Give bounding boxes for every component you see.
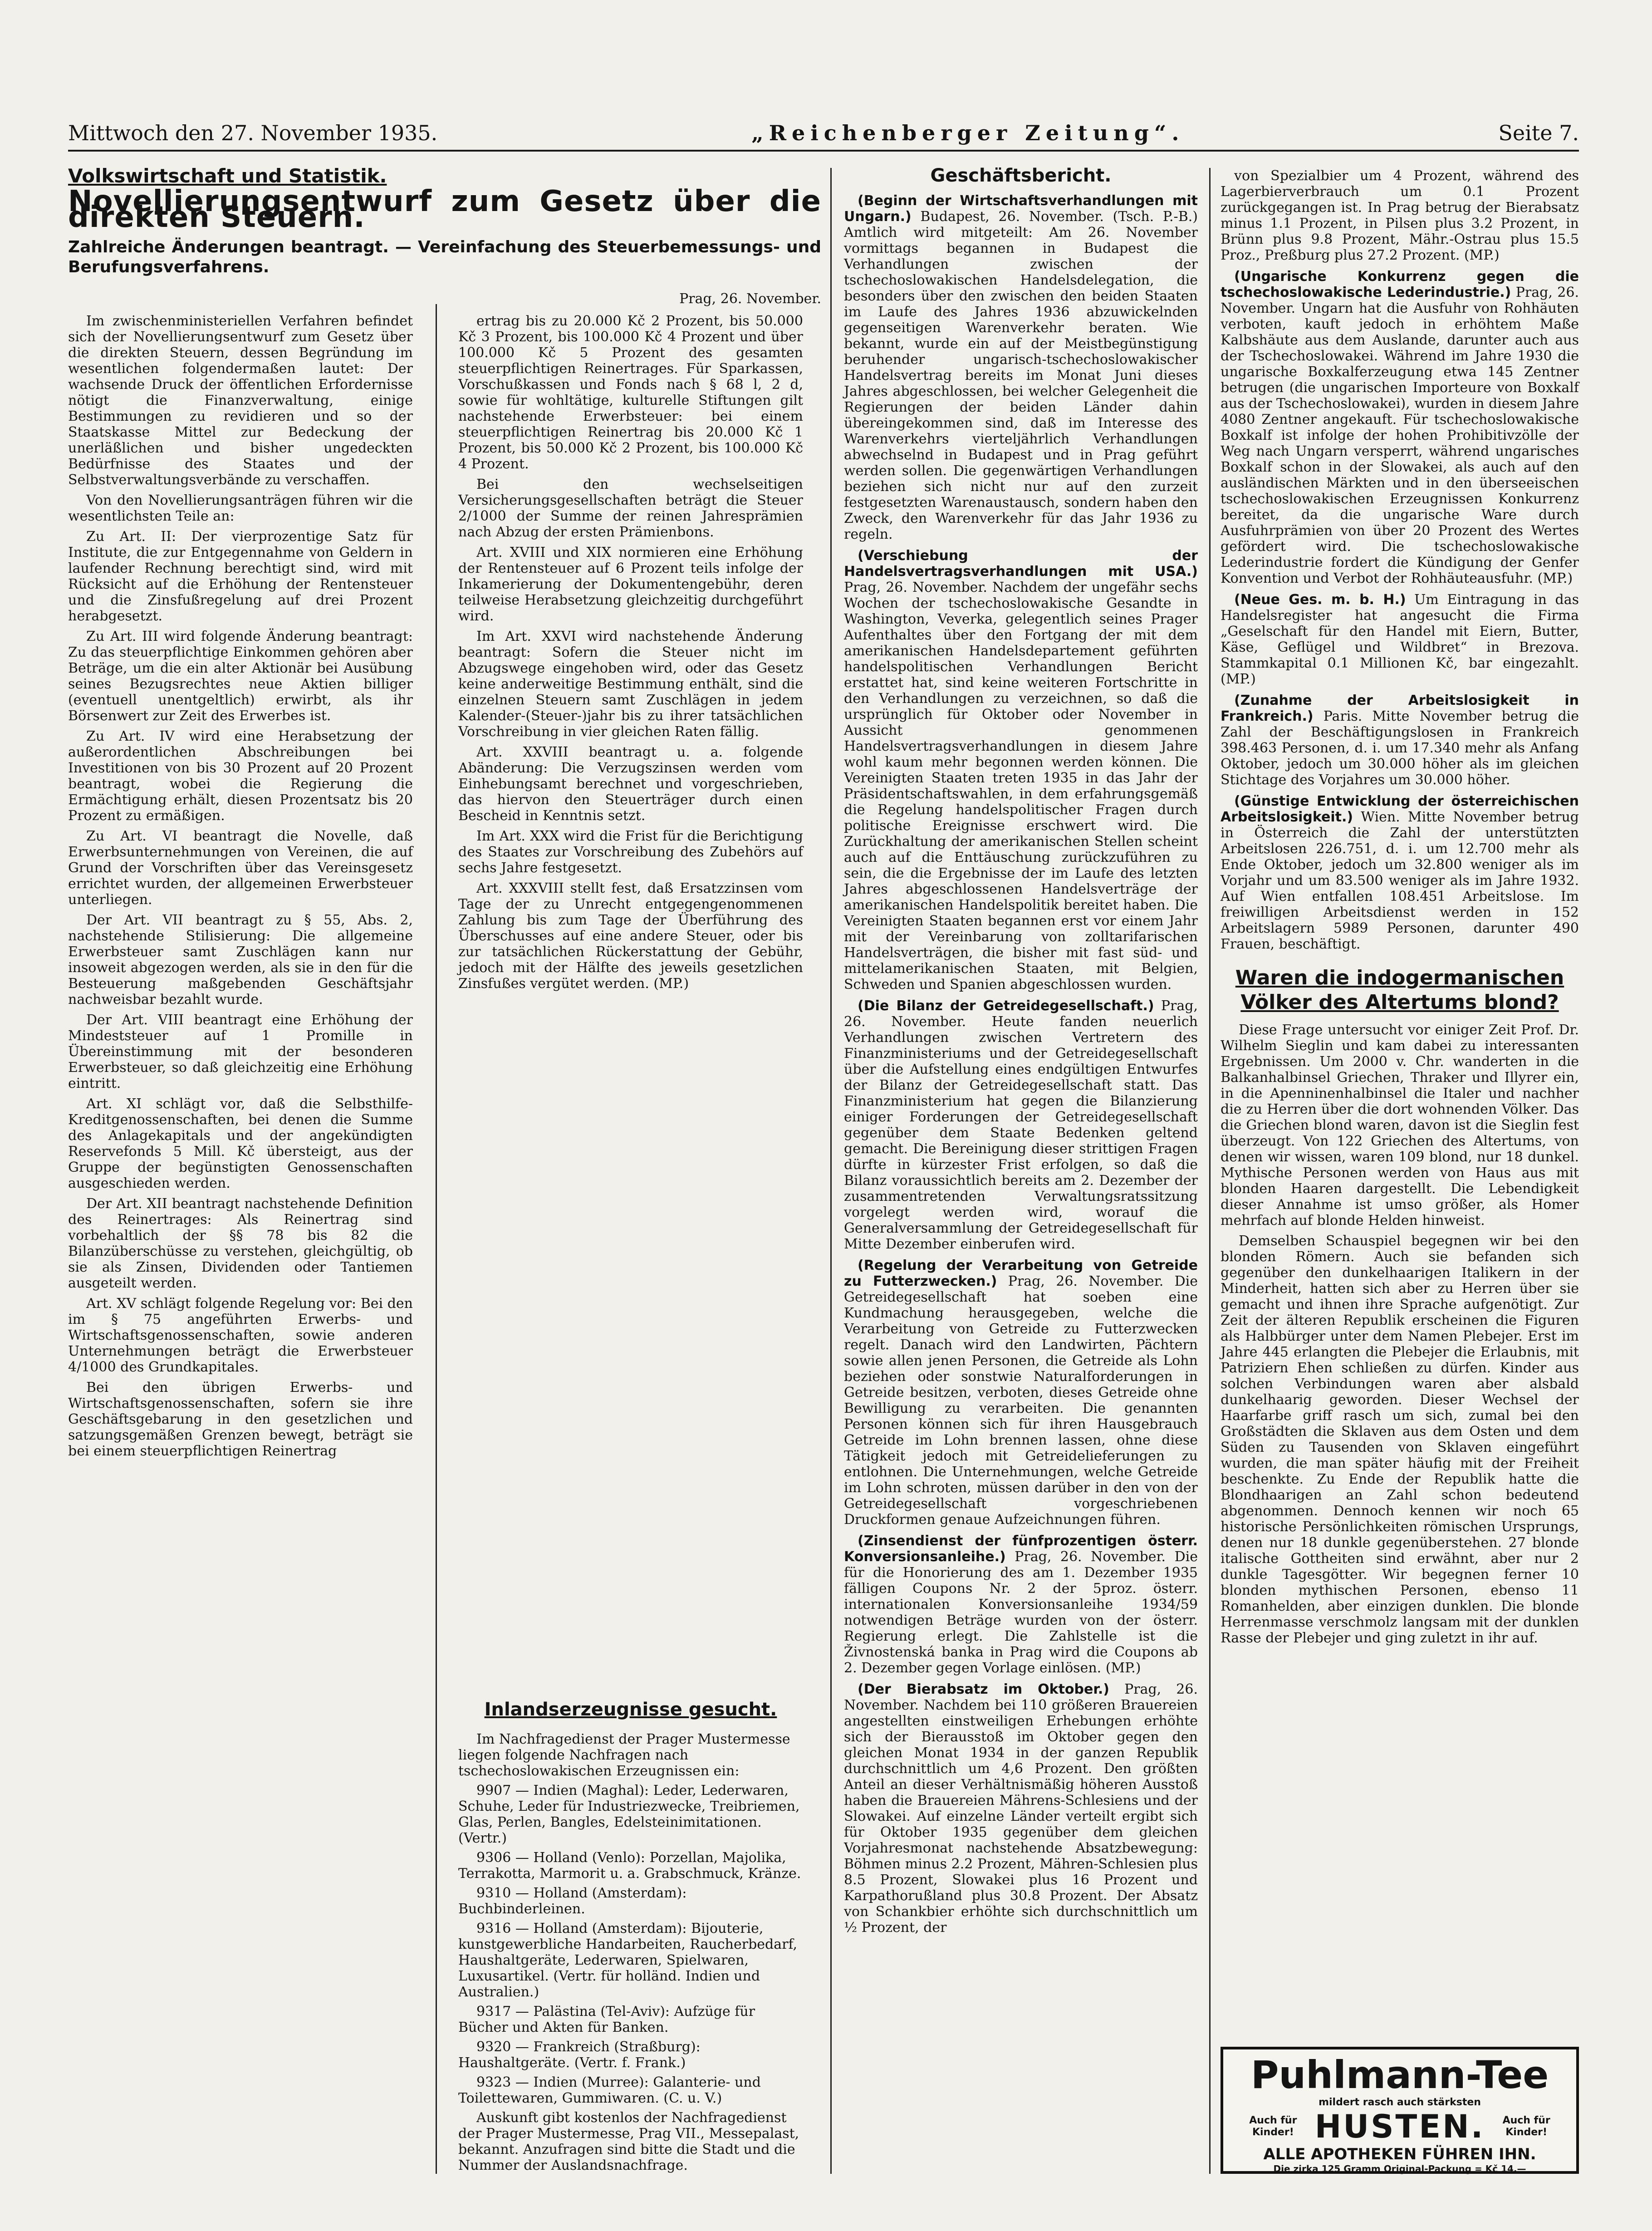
business-report: [844, 165, 1198, 1941]
article-paragraph: Zu Art. VI beantragt die Novelle, daß Erwerbsunternehmungen von Vereinen, die auf Grund der Vorschriften über das Vereinsgesetz errichtet wurden, der allgemeinen Erwerbsteuer unterliegen.: [68, 828, 413, 908]
article-paragraph: ertrag bis zu 20.000 Kč 2 Prozent, bis 50.000 Kč 3 Prozent, bis 100.000 Kč 4 Prozent und über 100.000 Kč 5 Prozent des gesamten steuerpflichtigen Reinertrages. Für Sparkassen, Vorschußkassen und Fonds nach § 68 l, 2 d, sowie für wohltätige, kulturelle Stiftungen gilt nachstehende Erwerbsteuer: bei einem steuerpflichtigen Reinertrag bis 20.000 Kč 1 Prozent, bis 50.000 Kč 2 Prozent, bis 100.000 Kč 4 Prozent.: [458, 313, 803, 472]
department-title: Volkswirtschaft und Statistik.: [68, 165, 387, 187]
article-paragraph: Art. XI schlägt vor, daß die Selbsthilfe-Kreditgenossenschaften, bei denen die Summe des Anlagekapitals und der angekündigten Reservefonds 5 Mill. Kč übersteigt, aus der Gruppe der begünstigten Genossenschaften ausgeschieden werden.: [68, 1096, 413, 1191]
article-paragraph: Der Art. VIII beantragt eine Erhöhung der Mindeststeuer auf 1 Promille in Übereinstimmung mit der besonderen Erwerbsteuer, so daß gleichzeitig eine Erhöhung eintritt.: [68, 1012, 413, 1091]
article-paragraph: Zu Art. II: Der vierprozentige Satz für Institute, die zur Entgegennahme von Geldern in laufender Rechnung berechtigt sind, wird mit Rücksicht auf die Erhöhung der Rentensteuer und die Zinsfußregelung auf drei Prozent herabgesetzt.: [68, 529, 413, 624]
column-divider: [1209, 168, 1211, 2174]
news-item: (Regelung der Verarbeitung von Getreide zu Futterzwecken.) Prag, 26. November. Die Getreidegesellschaft hat soeben eine Kundmachung herausgegeben, welche die Verarbeitung von Getreide zu Futterzwecken regelt. Danach wird den Landwirten, Pächtern sowie allen jenen Personen, die Getreide als Lohn beziehen oder sonstwie Naturalforderungen in Getreide besitzen, verboten, dieses Getreide ohne Bewilligung zu verarbeiten. Die genannten Personen können sich für ihren Hausgebrauch Getreide im Lohn brennen lassen, ohne diese Tätigkeit jedoch mit Getreidelieferungen zu entlohnen. Die Unternehmungen, welche Getreide im Lohn schroten, müssen darüber in den von der Getreidegesellschaft vorgeschriebenen Druckformen genaue Aufzeichnungen führen.: [844, 1258, 1198, 1528]
news-item: (Neue Ges. m. b. H.) Um Eintragung in das Handelsregister hat angesucht die Firma „Geselschaft für den Handel mit Eiern, Butter, Käse, Geflügel und Wildbret“ in Brezova. Stammkapital 0.1 Millionen Kč, bar eingezahlt. (MP.): [1221, 592, 1579, 687]
feature-paragraph: Demselben Schauspiel begegnen wir bei den blonden Römern. Auch sie befanden sich gegenüber den dunkelhaarigen Italikern in der Minderheit, hatten sich aber zu Herren über sie gemacht und ihnen ihre Sprache aufgenötigt. Zur Zeit der älteren Republik erscheinen die Figuren als Halbbürger unter dem Namen Plebejer. Erst im Jahre 445 erlangten die Plebejer die Erlaubnis, mit Patriziern Ehen schließen zu dürfen. Kinder aus solchen Verbindungen waren aber alsbald dunkelhaarig geworden. Dieser Wechsel der Haarfarbe griff rasch um sich, zumal bei den Großstädten die Sklaven aus dem Osten und dem Süden zu Tausenden von Sklaven eingeführt wurden, die man später häufig mit der Freiheit beschenkte. Zu Ende der Republik hatte die Blondhaarigen an Zahl schon bedeutend abgenommen. Dennoch kennen wir noch 65 historische Persönlichkeiten römischen Ursprungs, denen nur 18 dunkle gegenüberstehen. 27 blonde italische Gottheiten sind erwähnt, aber nur 2 dunkle Tagesgötter. Wir begegnen ferner 10 blonden mythischen Personen, ebenso 11 Romanhelden, aber einzigen dunklen. Die blonde Herrenmasse verschmolz langsam mit der dunklen Rasse der Plebejer und ging zuletzt in ihr auf.: [1221, 1233, 1579, 1646]
article-paragraph: Von den Novellierungsanträgen führen wir die wesentlichsten Teile an:: [68, 492, 413, 524]
tax-article-column-left: [68, 313, 413, 1464]
column-divider: [830, 168, 832, 2174]
feature-paragraph: Diese Frage untersucht vor einiger Zeit Prof. Dr. Wilhelm Sieglin und kam dabei zu interessanten Ergebnissen. Um 2000 v. Chr. wanderten in die Balkanhalbinsel Griechen, Thraker und Illyrer ein, in die Apenninenhalbinsel die Italer und nachher die zu Herren über die dort wohnenden Völker. Das die Griechen blond waren, davon ist die Sieglin fest überzeugt. Von 122 Griechen des Altertums, von denen wir wissen, waren 109 blond, nur 18 dunkel. Mythische Personen werden von Haus aus mit blonden Haaren dargestellt. Die Lebendigkeit dieser Annahme ist umso größer, als Homer mehrfach auf blonde Helden hinweist.: [1221, 1022, 1579, 1229]
ad-side-right: Auch für Kinder!: [1502, 2115, 1550, 2138]
import-item: 9316 — Holland (Amsterdam): Bijouterie, kunstgewerbliche Handarbeiten, Raucherbedarf, Haushaltgeräte, Lederwaren, Spielwaren, Luxusartikel. (Vertr. für holländ. Indien und Australien.): [458, 1921, 798, 2000]
ad-pharmacies: ALLE APOTHEKEN FÜHREN IHN.: [1263, 2145, 1536, 2163]
article-paragraph: Art. XVIII und XIX normieren eine Erhöhung der Rentensteuer auf 6 Prozent teils infolge der Inkamerierung der Dokumentengebühr, deren teilweise Herabsetzung gleichzeitig durchgeführt wird.: [458, 545, 803, 624]
article-paragraph: Der Art. VII beantragt zu § 55, Abs. 2, nachstehende Stilisierung: Die allgemeine Erwerbsteuer samt Zuschlägen kann nur insoweit abgezogen werden, als sie in den für die Besteuerung maßgebenden Geschäftsjahr nachweisbar bezahlt wurde.: [68, 912, 413, 1007]
import-title: Inlandserzeugnisse gesucht.: [484, 1699, 777, 1720]
news-item: (Die Bilanz der Getreidegesellschaft.) Prag, 26. November. Heute fanden neuerlich Verhandlungen zwischen Vertretern des Finanzministeriums und der Getreidegesellschaft über die Aufstellung eines endgültigen Entwurfes der Bilanz der Getreidegesellschaft statt. Das Finanzministerium hat gegen die Bilanzierung einiger Forderungen der Getreidegesellschaft gegenüber dem Staate Bedenken geltend gemacht. Die Bereinigung dieser strittigen Fragen dürfte in kürzester Frist erfolgen, so daß die Bilanz voraussichtlich bereits am 2. Dezember der zusammentretenden Verwaltungsratssitzung vorgelegt werden wird, worauf die Generalversammlung der Getreidegesellschaft für Mitte Dezember einberufen wird.: [844, 998, 1198, 1252]
import-item: 9907 — Indien (Maghal): Leder, Lederwaren, Schuhe, Leder für Industriezwecke, Treibriemen, Glas, Perlen, Bangles, Edelsteinimitationen. (Vertr.): [458, 1783, 800, 1846]
article-paragraph: Der Art. XII beantragt nachstehende Definition des Reinertrages: Als Reinertrag sind vorbehaltlich der §§ 78 bis 82 die Bilanzüberschüsse zu verstehen, gleichgültig, ob sie als Zinsen, Dividenden oder Tantiemen ausgeteilt werden.: [68, 1196, 413, 1291]
import-inquiries: [458, 1699, 803, 2177]
news-item: (Zinsendienst der fünfprozentigen österr. Konversionsanleihe.) Prag, 26. November. Die für die Honorierung des am 1. Dezember 1935 fälligen Coupons Nr. 2 der 5proz. österr. internationalen Konversionsanleihe 1934/59 notwendigen Beträge wurden von der österr. Regierung erlegt. Die Zahlstelle ist die Živnostenská banka in Prag wird die Coupons ab 2. Dezember gegen Vorlage einlösen. (MP.): [844, 1533, 1198, 1676]
feature-headline: Waren die indogermanischen Völker des Altertums blond?: [1235, 966, 1564, 1014]
import-item: Auskunft gibt kostenlos der Nachfragedienst der Prager Mustermesse, Prag VII., Messepalast, bekannt. Anzufragen sind bitte die Stadt und die Nummer der Auslandsnachfrage.: [458, 2110, 799, 2173]
news-item: (Günstige Entwicklung der österreichischen Arbeitslosigkeit.) Wien. Mitte November betrug in Österreich die Zahl der unterstützten Arbeitslosen 226.751, d. i. um 12.700 mehr als Ende Oktober, jedoch um 32.800 weniger als im Vorjahr und um 83.500 weniger als im Jahre 1932. Auf Wien entfallen 108.451 Arbeitslose. Im freiwilligen Arbeitsdienst werden in 152 Arbeitslagern 5989 Personen, darunter 490 Frauen, beschäftigt.: [1221, 793, 1579, 952]
puhlmann-tee-advertisement: [1221, 2047, 1579, 2174]
news-item: (Der Bierabsatz im Oktober.) Prag, 26. November. Nachdem bei 110 größeren Brauereien angestellten einstweiligen Erhebungen erhöhte sich der Bierausstoß im Oktober gegen den gleichen Monat 1934 in der ganzen Republik durchschnittlich um 4,6 Prozent. Den größten Anteil an dieser Verhältnismäßig höheren Ausstoß haben die Brauereien Mährens-Schlesiens und der Slowakei. Auf einzelne Länder verteilt ergibt sich für Oktober 1935 gegenüber dem gleichen Vorjahresmonat nachstehende Absatzbewegung: Böhmen minus 2.2 Prozent, Mähren-Schlesien plus 8.5 Prozent, Slowakei plus 16 Prozent und Karpathorußland plus 30.8 Prozent. Der Absatz von Schankbier erhöhte sich durchschnittlich um ½ Prozent, der: [844, 1681, 1198, 1936]
article-paragraph: Zu Art. IV wird eine Herabsetzung der außerordentlichen Abschreibungen bei Investitionen von bis 30 Prozent auf 20 Prozent beantragt, wobei die Regierung die Ermächtigung erhält, diesen Prozentsatz bis 20 Prozent zu ermäßigen.: [68, 728, 413, 824]
article-paragraph: Art. XXXVIII stellt fest, daß Ersatzzinsen vom Tage der zu Unrecht entgegengenommenen Zahlung bis zum Tage der Überführung des Überschusses auf eine andere Steuer, oder bis zur tatsächlichen Rückerstattung der Gebühr, jedoch mit der Hälfte des jeweils gesetzlichen Zinsfußes vergütet werden. (MP.): [458, 880, 803, 992]
ad-side-left: Auch für Kinder!: [1249, 2115, 1297, 2138]
article-paragraph: Zu Art. III wird folgende Änderung beantragt: Zu das steuerpflichtige Einkommen gehören aber Beträge, um die ein alter Aktionär bei Ausübung seines Bezugsrechtes neue Aktien billiger (eventuell unentgeltlich) erwirbt, als ihr Börsenwert zur Zeit des Erwerbes ist.: [68, 629, 413, 724]
article-paragraph: Im zwischenministeriellen Verfahren befindet sich der Novellierungsentwurf zum Gesetz über die direkten Steuern, dessen Begründung im wesentlichen folgendermaßen lautet: Der wachsende Druck der öffentlichen Erfordernisse nötigt die Finanzverwaltung, einige Bestimmungen zu revidieren und so der Staatskasse Mittel zur Bedeckung der unerläßlichen und bisher ungedeckten Bedürfnisse des Staates und der Selbstverwaltungsverbände zu verschaffen.: [68, 313, 413, 488]
article-paragraph: Art. XXVIII beantragt u. a. folgende Abänderung: Die Verzugszinsen werden vom Einhebungsamt berechnet und vorgeschrieben, das hiervon den Steuerträger durch einen Bescheid in Kenntnis setzt.: [458, 744, 803, 824]
page-header: [68, 104, 1579, 145]
ad-main-word: HUSTEN.: [1314, 2108, 1485, 2145]
ad-tagline: mildert rasch auch stärksten: [1319, 2097, 1481, 2108]
news-item: (Zunahme der Arbeitslosigkeit in Frankreich.) Paris. Mitte November betrug die Zahl der Beschäftigungslosen in Frankreich 398.463 Personen, d. i. um 17.340 mehr als Anfang Oktober, jedoch um 30.000 höher als im gleichen Stichtage des Vorjahres um 30.000 höher.: [1221, 693, 1579, 788]
header-date: Mittwoch den 27. November 1935.: [68, 121, 438, 145]
news-item: (Beginn der Wirtschaftsverhandlungen mit Ungarn.) Budapest, 26. November. (Tsch. P.-B.) Amtlich wird mitgeteilt: Am 26. November vormittags begannen in Budapest die Verhandlungen zwischen der tschechoslowakischen Handelsdelegation, die besonders über den zwischen den beiden Staaten im Laufe des Jahres 1936 abzuwickelnden gegenseitigen Warenverkehr beraten. Wie bekannt, wurde ein auf der Meistbegünstigung beruhender ungarisch-tschechoslowakischer Handelsvertrag bereits im Monat Juni dieses Jahres abgeschlossen, bei welcher Gelegenheit die Regierungen der beiden Länder dahin übereingekommen sind, daß im Interesse des Warenverkehrs vierteljährlich Verhandlungen abwechselnd in Budapest und in Prag geführt werden sollen. Die gegenwärtigen Verhandlungen beziehen sich nicht nur auf den zurzeit festgesetzten Warenaustausch, sondern haben den Zweck, den Warenverkehr für das Jahr 1936 zu regeln.: [844, 193, 1198, 542]
article-paragraph: Art. XV schlägt folgende Regelung vor: Bei den im § 75 angeführten Erwerbs- und Wirtschaftsgenossenschaften, sowie anderen Unternehmungen beträgt die Erwerbsteuer 4/1000 des Grundkapitales.: [68, 1296, 413, 1375]
tax-article-column-right: [458, 313, 803, 996]
tax-article: [68, 165, 821, 312]
import-intro: Im Nachfragedienst der Prager Mustermesse liegen folgende Nachfragen nach tschechoslowakischen Erzeugnissen ein:: [458, 1731, 790, 1779]
article-paragraph: Bei den übrigen Erwerbs- und Wirtschaftsgenossenschaften, sofern sie ihre Geschäftsgebarung in den gesetzlichen und satzungsgemäßen Grenzen bewegt, beträgt sie bei einem steuerpflichtigen Reinertrag: [68, 1380, 413, 1459]
news-item: von Spezialbier um 4 Prozent, während des Lagerbierverbrauch um 0.1 Prozent zurückgegangen ist. In Prag betrug der Bierabsatz minus 1.1 Prozent, in Pilsen plus 3.2 Prozent, in Brünn plus 9.8 Prozent, Mähr.-Ostrau plus 15.5 Proz., Preßburg plus 27.2 Prozent. (MP.): [1221, 168, 1579, 263]
header-rule: [68, 150, 1579, 152]
news-item: (Verschiebung der Handelsvertragsverhandlungen mit USA.) Prag, 26. November. Nachdem der ungefähr sechs Wochen der tschechoslowakische Gesandte in Washington, Veverka, gelegentlich seines Prager Aufenthaltes über den Fortgang der mit dem amerikanischen Handelsdepartement geführten handelspolitischen Verhandlungen Bericht erstattet hat, sind keine weiteren Fortschritte in den Verhandlungen zu verzeichnen, so daß die ursprünglich für Oktober oder November in Aussicht genommenen Handelsvertragsverhandlungen in diesem Jahre wohl kaum mehr begonnen werden können. Die Vereinigten Staaten treten 1935 in das Jahr der Präsidentschaftswahlen, in dem erfahrungsgemäß die Regelung handelspolitischer Fragen durch politische Ereignisse erschwert wird. Die Zurückhaltung der amerikanischen Stellen scheint auch auf die Enttäuschung zurückzuführen zu sein, die die Ergebnisse der im Laufe des letzten Jahres abgeschlossenen Handelsverträge der amerikanischen Handelspolitik bereitet haben. Die Vereinigten Staaten begannen erst vor einem Jahr mit der Vereinbarung von zolltarifarischen Handelsverträgen, die bisher mit fast süd- und mittelamerikanischen Staaten, mit Belgien, Schweden und Spanien abgeschlossen wurden.: [844, 548, 1198, 993]
import-item: 9306 — Holland (Venlo): Porzellan, Majolika, Terrakotta, Marmorit u. a. Grabschmuck, Kränze.: [458, 1850, 801, 1882]
header-paper-title: „Reichenberger Zeitung“.: [751, 121, 1185, 145]
business-report-continued: [1221, 168, 1579, 1651]
news-item: (Ungarische Konkurrenz gegen die tschechoslowakische Lederindustrie.) Prag, 26. November. Ungarn hat die Ausfuhr von Rohhäuten verboten, kauft jedoch in erhöhtem Maße Kalbshäute aus dem Auslande, darunter auch aus der Tschechoslowakei. Während im Jahre 1930 die ungarische Boxkalferzeugung etwa 145 Zentner betrugen (die ungarischen Importeure von Boxkalf aus der Tschechoslowakei), wurden in diesem Jahre 4080 Zentner angekauft. Für tschechoslowakische Boxkalf ist infolge der hohen Prohibitivzölle der Weg nach Ungarn versperrt, während ungarisches Boxkalf schon in der Slowakei, als auch auf den ausländischen Märkten und in den überseeischen tschechoslowakischen Erzeugnissen Konkurrenz bereitet, da die ungarische Ware durch Ausfuhrprämien von über 20 Prozent des Wertes gefördert wird. Die tschechoslowakische Lederindustrie fordert die Kündigung der Genfer Konvention und Verbot der Rohhäuteausfuhr. (MP.): [1221, 269, 1579, 586]
import-item: 9323 — Indien (Murree): Galanterie- und Toilettewaren, Gummiwaren. (C. u. V.): [458, 2074, 761, 2106]
article-dateline: Prag, 26. November.: [679, 291, 821, 307]
article-subhead: Zahlreiche Änderungen beantragt. — Vereinfachung des Steuerbemessungs- und Berufungsverfahrens.: [68, 238, 821, 276]
ad-brand: Puhlmann-Tee: [1250, 2053, 1549, 2097]
business-report-title: Geschäftsbericht.: [930, 165, 1112, 186]
column-divider: [436, 304, 437, 2174]
ad-package-price: Die zirka 125 Gramm Original-Packung = Kč 14.—: [1273, 2163, 1526, 2174]
header-page-number: Seite 7.: [1498, 121, 1579, 145]
article-headline: Novellierungsentwurf zum Gesetz über die direkten Steuern.: [68, 185, 821, 234]
import-item: 9310 — Holland (Amsterdam): Buchbinderleinen.: [458, 1885, 687, 1917]
article-paragraph: Im Art. XXX wird die Frist für die Berichtigung des Staates zur Vorschreibung des Zubehörs auf sechs Jahre festgesetzt.: [458, 828, 803, 876]
import-item: 9320 — Frankreich (Straßburg): Haushaltgeräte. (Vertr. f. Frank.): [458, 2039, 701, 2071]
article-paragraph: Bei den wechselseitigen Versicherungsgesellschaften beträgt die Steuer 2/1000 der Summe der reinen Jahresprämien nach Abzug der ersten Prämienbons.: [458, 477, 803, 540]
newspaper-page: [68, 104, 1579, 2174]
import-item: 9317 — Palästina (Tel-Aviv): Aufzüge für Bücher und Akten für Banken.: [458, 2004, 755, 2035]
ad-main-row: [1223, 2108, 1576, 2145]
article-paragraph: Im Art. XXVI wird nachstehende Änderung beantragt: Sofern die Steuer nicht im Abzugswege eingehoben wird, oder das Gesetz keine anderweitige Bestimmung enthält, sind die einzelnen Steuern samt Zuschlägen in jedem Kalender-(Steuer-)jahr bis zu ihrer tatsächlichen Vorschreibung in vier gleichen Raten fällig.: [458, 629, 803, 740]
